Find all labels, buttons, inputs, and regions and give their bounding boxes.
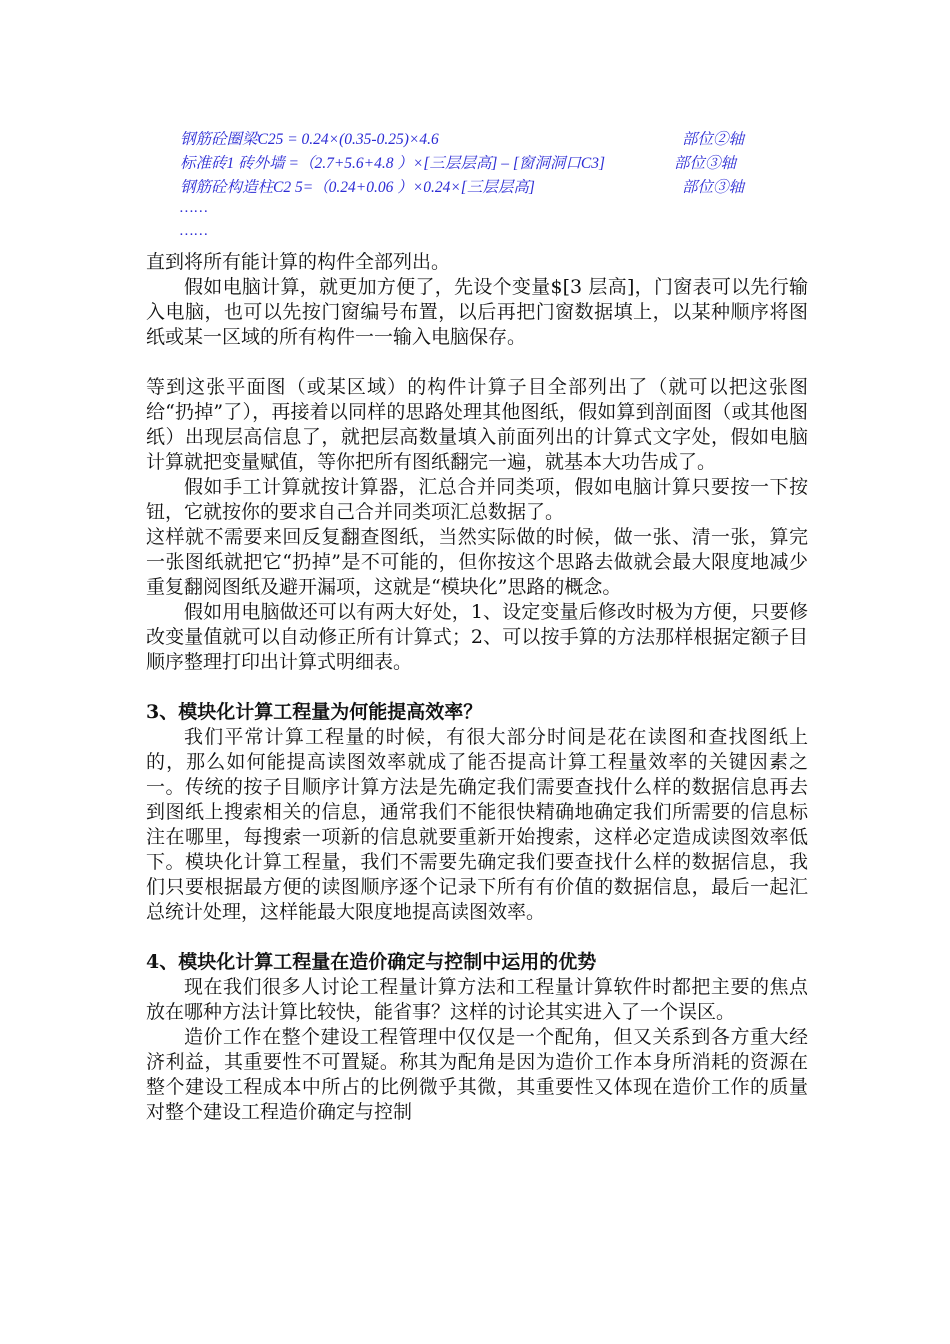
paragraph: 直到将所有能计算的构件全部列出。 xyxy=(146,251,451,273)
formula-position: 部位③轴 xyxy=(682,179,745,196)
body-text xyxy=(146,250,808,1125)
paragraph-gap xyxy=(146,675,808,700)
ellipsis-2: …… xyxy=(180,223,209,239)
formula-line-2 xyxy=(180,151,760,173)
ellipsis-1: …… xyxy=(180,200,209,216)
formula-position: 部位②轴 xyxy=(682,131,745,148)
formula-expression: 钢筋砼构造柱C2 5=（0.24+0.06 ）×0.24×[三层层高] xyxy=(180,179,535,196)
paragraph: 造价工作在整个建设工程管理中仅仅是一个配角，但又关系到各方重大经济利益，其重要性不可置疑。称其为配角是因为造价工作本身所消耗的资源在整个建设工程成本中所占的比例微乎其微，其重要性又体现在造价工作的质量对整个建设工程造价确定与控制 xyxy=(146,1026,808,1123)
section-heading: 4、模块化计算工程量在造价确定与控制中运用的优势 xyxy=(146,951,597,973)
formula-line-3 xyxy=(180,175,760,197)
section-heading: 3、模块化计算工程量为何能提高效率？ xyxy=(146,701,483,723)
paragraph: 这样就不需要来回反复翻查图纸，当然实际做的时候，做一张、清一张，算完一张图纸就把它“扔掉”是不可能的，但你按这个思路去做就会最大限度地减少重复翻阅图纸及避开漏项，这就是“模块化”思路的概念。 xyxy=(146,526,808,598)
paragraph: 假如用电脑做还可以有两大好处，1、设定变量后修改时极为方便，只要修改变量值就可以自动修正所有计算式；2、可以按手算的方法那样根据定额子目顺序整理打印出计算式明细表。 xyxy=(146,601,808,673)
paragraph: 现在我们很多人讨论工程量计算方法和工程量计算软件时都把主要的焦点放在哪种方法计算比较快，能省事？这样的讨论其实进入了一个误区。 xyxy=(146,976,808,1023)
formula-position: 部位③轴 xyxy=(674,155,737,172)
paragraph: 等到这张平面图（或某区域）的构件计算子目全部列出了（就可以把这张图给“扔掉”了），再接着以同样的思路处理其他图纸，假如算到剖面图（或其他图纸）出现层高信息了，就把层高数量填入前面列出的计算式文字处，假如电脑计算就把变量赋值，等你把所有图纸翻完一遍，就基本大功告成了。 xyxy=(146,376,808,473)
formula-expression: 钢筋砼圈梁C25 = 0.24×(0.35-0.25)×4.6 xyxy=(180,131,439,148)
formula-expression: 标准砖1 砖外墙 =（2.7+5.6+4.8 ）×[三层层高] – [窗洞洞口C3] xyxy=(180,155,606,172)
paragraph: 假如电脑计算，就更加方便了，先设个变量$[3 层高]，门窗表可以先行输入电脑，也可以先按门窗编号布置，以后再把门窗数据填上，以某种顺序将图纸或某一区域的所有构件一一输入电脑保存。 xyxy=(146,276,808,348)
paragraph: 我们平常计算工程量的时候，有很大部分时间是花在读图和查找图纸上的，那么如何能提高读图效率就成了能否提高计算工程量效率的关键因素之一。传统的按子目顺序计算方法是先确定我们需要查找什么样的数据信息再去到图纸上搜索相关的信息，通常我们不能很快精确地确定我们所需要的信息标注在哪里，每搜索一项新的信息就要重新开始搜索，这样必定造成读图效率低下。模块化计算工程量，我们不需要先确定我们要查找什么样的数据信息，我们只要根据最方便的读图顺序逐个记录下所有有价值的数据信息，最后一起汇总统计处理，这样能最大限度地提高读图效率。 xyxy=(146,726,808,923)
formula-line-1 xyxy=(180,127,760,149)
paragraph-gap xyxy=(146,925,808,950)
paragraph: 假如手工计算就按计算器，汇总合并同类项，假如电脑计算只要按一下按钮，它就按你的要求自己合并同类项汇总数据了。 xyxy=(146,476,808,523)
paragraph-gap xyxy=(146,350,808,375)
